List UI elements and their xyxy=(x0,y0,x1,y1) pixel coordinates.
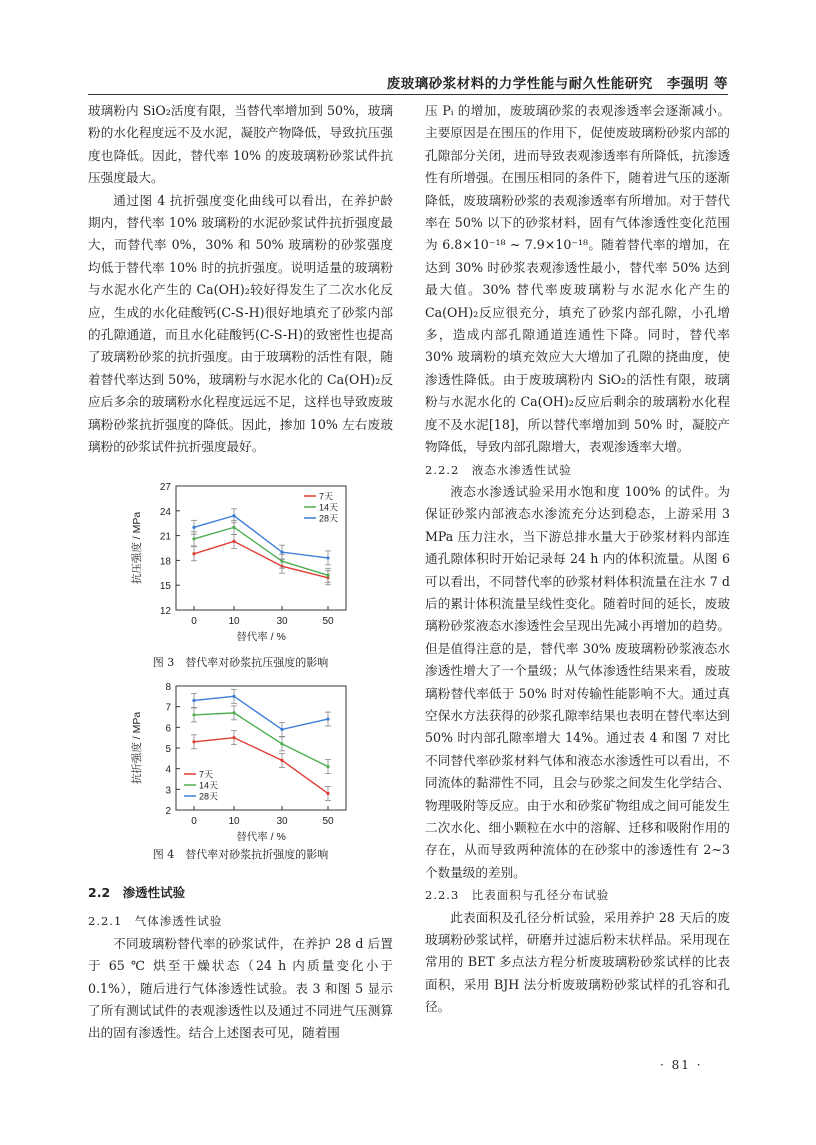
y-tick-label: 12 xyxy=(159,606,171,617)
figure-4-caption: 图 4 替代率对砂浆抗折强度的影响 xyxy=(152,848,329,861)
page-number: · 81 · xyxy=(660,1058,703,1072)
paragraph: 液态水渗透试验采用水饱和度 100% 的试件。为保证砂浆内部液态水渗流充分达到稳态，上游采用 3 MPa 压力注水，当下游总排水量大于砂浆材料内部连通孔隙体积时开始记录每 24 h 内的体积流量。从图 6 可以看出，不同替代率的砂浆材料体积流量在注水 7 d 后的累计体积流量呈线性变化。随着时间的延长，废玻璃粉砂浆液态水渗透性会呈现出先减小再增加的趋势。但是值得注意的是，替代率 30% 废玻璃粉砂浆液态水渗透性增大了一个量级；从气体渗透性结果来看，废玻璃粉替代率低于 50% 时对传输性能影响不大。通过真空保水方法获得的砂浆孔隙率结果也表明在替代率达到 50% 时内部孔隙率增大 14%。通过表 4 和图 7 对比不同替代率砂浆材料气体和液态水渗透性可以看出，不同流体的黏滞性不同，且会与砂浆之间发生化学结合、物理吸附等反应。由于水和砂浆矿物组成之间可能发生二次水化、细小颗粒在水中的溶解、迁移和吸附作用的存在，从而导致两种流体的在砂浆中的渗透性有 2~3 个数量级的差别。 xyxy=(425,483,730,880)
y-tick-label: 15 xyxy=(159,581,171,593)
data-point xyxy=(232,540,235,543)
x-tick-label: 0 xyxy=(191,616,197,627)
data-point xyxy=(232,695,235,698)
x-tick-label: 10 xyxy=(228,816,240,827)
data-point xyxy=(192,526,195,529)
subsection-heading: 2.2.2 液态水渗透性试验 xyxy=(425,462,572,477)
data-point xyxy=(326,717,329,720)
y-tick-label: 4 xyxy=(165,764,171,776)
y-tick-label: 6 xyxy=(165,723,171,735)
legend-label: 7天 xyxy=(199,769,214,780)
y-tick-label: 18 xyxy=(159,556,171,568)
x-tick-label: 30 xyxy=(276,616,288,627)
x-tick-label: 0 xyxy=(191,816,197,827)
x-tick-label: 50 xyxy=(322,816,334,827)
figure-3 xyxy=(88,478,393,668)
x-axis-label: 替代率 / % xyxy=(236,631,286,643)
y-tick-label: 21 xyxy=(159,531,171,543)
data-point xyxy=(280,759,283,762)
data-point xyxy=(326,765,329,768)
data-point xyxy=(192,713,195,716)
data-point xyxy=(280,742,283,745)
paragraph: 压 Pᵢ 的增加，废玻璃砂浆的表观渗透率会逐渐减小。主要原因是在围压的作用下，促使废玻璃粉砂浆内部的孔隙部分关闭，进而导致表观渗透率有所降低，抗渗透性有所增强。在围压相同的条件下，随着进气压的逐渐降低，废玻璃粉砂浆的表观渗透率有所增加。对于替代率在 50% 以下的砂浆材料，固有气体渗透性变化范围为 6.8×10⁻¹⁸ ~ 7.9×10⁻¹⁸。随着替代率的增加，在达到 30% 时砂浆表观渗透性最小，替代率 50% 达到最大值。30% 替代率废玻璃粉与水泥水化产生的 Ca(OH)₂反应很充分，填充了砂浆内部孔隙，小孔增多，造成内部孔隙通道连通性下降。同时，替代率 30% 玻璃粉的填充效应大大增加了孔隙的挠曲度，使渗透性降低。由于废玻璃粉内 SiO₂的活性有限，玻璃粉与水泥水化的 Ca(OH)₂反应后剩余的玻璃粉水化程度不及水泥[18]，所以替代率增加到 50% 时，凝胶产物降低，导致内部孔隙增大，表观渗透率大增。 xyxy=(425,103,730,455)
data-point xyxy=(232,526,235,529)
y-tick-label: 7 xyxy=(165,702,171,714)
header-rule xyxy=(88,94,728,95)
y-tick-label: 3 xyxy=(165,785,171,797)
figure-4-chart xyxy=(88,678,393,848)
y-tick-label: 27 xyxy=(159,482,171,493)
data-point xyxy=(280,551,283,554)
legend-label: 7天 xyxy=(319,491,334,502)
paragraph: 此表面积及孔径分析试验，采用养护 28 天后的废玻璃粉砂浆试样，研磨并过滤后粉末状样品。采用现在常用的 BET 多点法方程分析废玻璃粉砂浆试样的比表面积，采用 BJH 法分析废玻璃粉砂浆试样的孔容和孔径。 xyxy=(425,909,730,1015)
data-point xyxy=(232,736,235,739)
data-point xyxy=(280,728,283,731)
y-tick-label: 2 xyxy=(165,806,171,817)
data-point xyxy=(232,514,235,517)
subsection-heading: 2.2.3 比表面积与孔径分布试验 xyxy=(425,888,610,903)
paragraph: 不同玻璃粉替代率的砂浆试件，在养护 28 d 后置于 65 ℃ 烘至干燥状态（24 h 内质量变化小于 0.1%），随后进行气体渗透性试验。表 3 和图 5 显示了所有测试试件的表观渗透性以及通过不同进气压测算出的固有渗透性。结合上述图表可见，随着围 xyxy=(88,935,393,1041)
left-column xyxy=(88,100,393,459)
data-point xyxy=(192,740,195,743)
y-tick-label: 8 xyxy=(165,682,171,693)
data-point xyxy=(192,552,195,555)
x-tick-label: 10 xyxy=(228,616,240,627)
legend-label: 14天 xyxy=(319,502,339,513)
data-point xyxy=(280,560,283,563)
figure-4 xyxy=(88,678,393,868)
paragraph: 通过图 4 抗折强度变化曲线可以看出，在养护龄期内，替代率 10% 玻璃粉的水泥砂浆试件抗折强度最大，而替代率 0%，30% 和 50% 玻璃粉的砂浆强度均低于替代率 10% 时的抗折强度。说明适量的玻璃粉与水泥水化产生的 Ca(OH)₂较好得发生了二次水化反应，生成的水化硅酸钙(C-S-H)很好地填充了砂浆内部的孔隙通道，而且水化硅酸钙(C-S-H)的致密性也提高了玻璃粉砂浆的抗折强度。由于玻璃粉的活性有限，随着替代率达到 50%，玻璃粉与水泥水化的 Ca(OH)₂反应后多余的玻璃粉水化程度远远不足，这样也导致废玻璃粉砂浆抗折强度的降低。因此，掺加 10% 左右废玻璃粉的砂浆试件抗折强度最好。 xyxy=(88,192,393,455)
section-heading: 2.2 渗透性试验 xyxy=(88,885,186,900)
right-column xyxy=(425,100,730,1019)
data-point xyxy=(326,556,329,559)
left-column-lower xyxy=(88,882,393,1045)
running-header xyxy=(88,70,728,92)
data-point xyxy=(192,537,195,540)
x-axis-label: 替代率 / % xyxy=(236,831,286,843)
y-axis-label: 抗折强度 / MPa xyxy=(131,711,143,785)
legend-label: 14天 xyxy=(199,780,219,791)
y-tick-label: 24 xyxy=(159,506,171,518)
figure-3-chart xyxy=(88,478,393,648)
legend-label: 28天 xyxy=(199,791,219,802)
data-point xyxy=(192,699,195,702)
x-tick-label: 50 xyxy=(322,616,334,627)
figure-3-caption: 图 3 替代率对砂浆抗压强度的影响 xyxy=(152,656,329,669)
data-point xyxy=(326,792,329,795)
paragraph: 玻璃粉内 SiO₂活度有限，当替代率增加到 50%，玻璃粉的水化程度远不及水泥，凝胶产物降低，导致抗压强度也降低。因此，替代率 10% 的废玻璃粉砂浆试件抗压强度最大。 xyxy=(88,103,393,186)
legend-label: 28天 xyxy=(319,513,339,524)
y-axis-label: 抗压强度 / MPa xyxy=(131,511,143,585)
data-point xyxy=(326,574,329,577)
running-header-title: 废玻璃砂浆材料的力学性能与耐久性能研究 李强明 等 xyxy=(386,76,728,92)
subsection-heading: 2.2.1 气体渗透性试验 xyxy=(88,914,223,929)
x-tick-label: 30 xyxy=(276,816,288,827)
data-point xyxy=(232,711,235,714)
y-tick-label: 5 xyxy=(165,744,171,755)
